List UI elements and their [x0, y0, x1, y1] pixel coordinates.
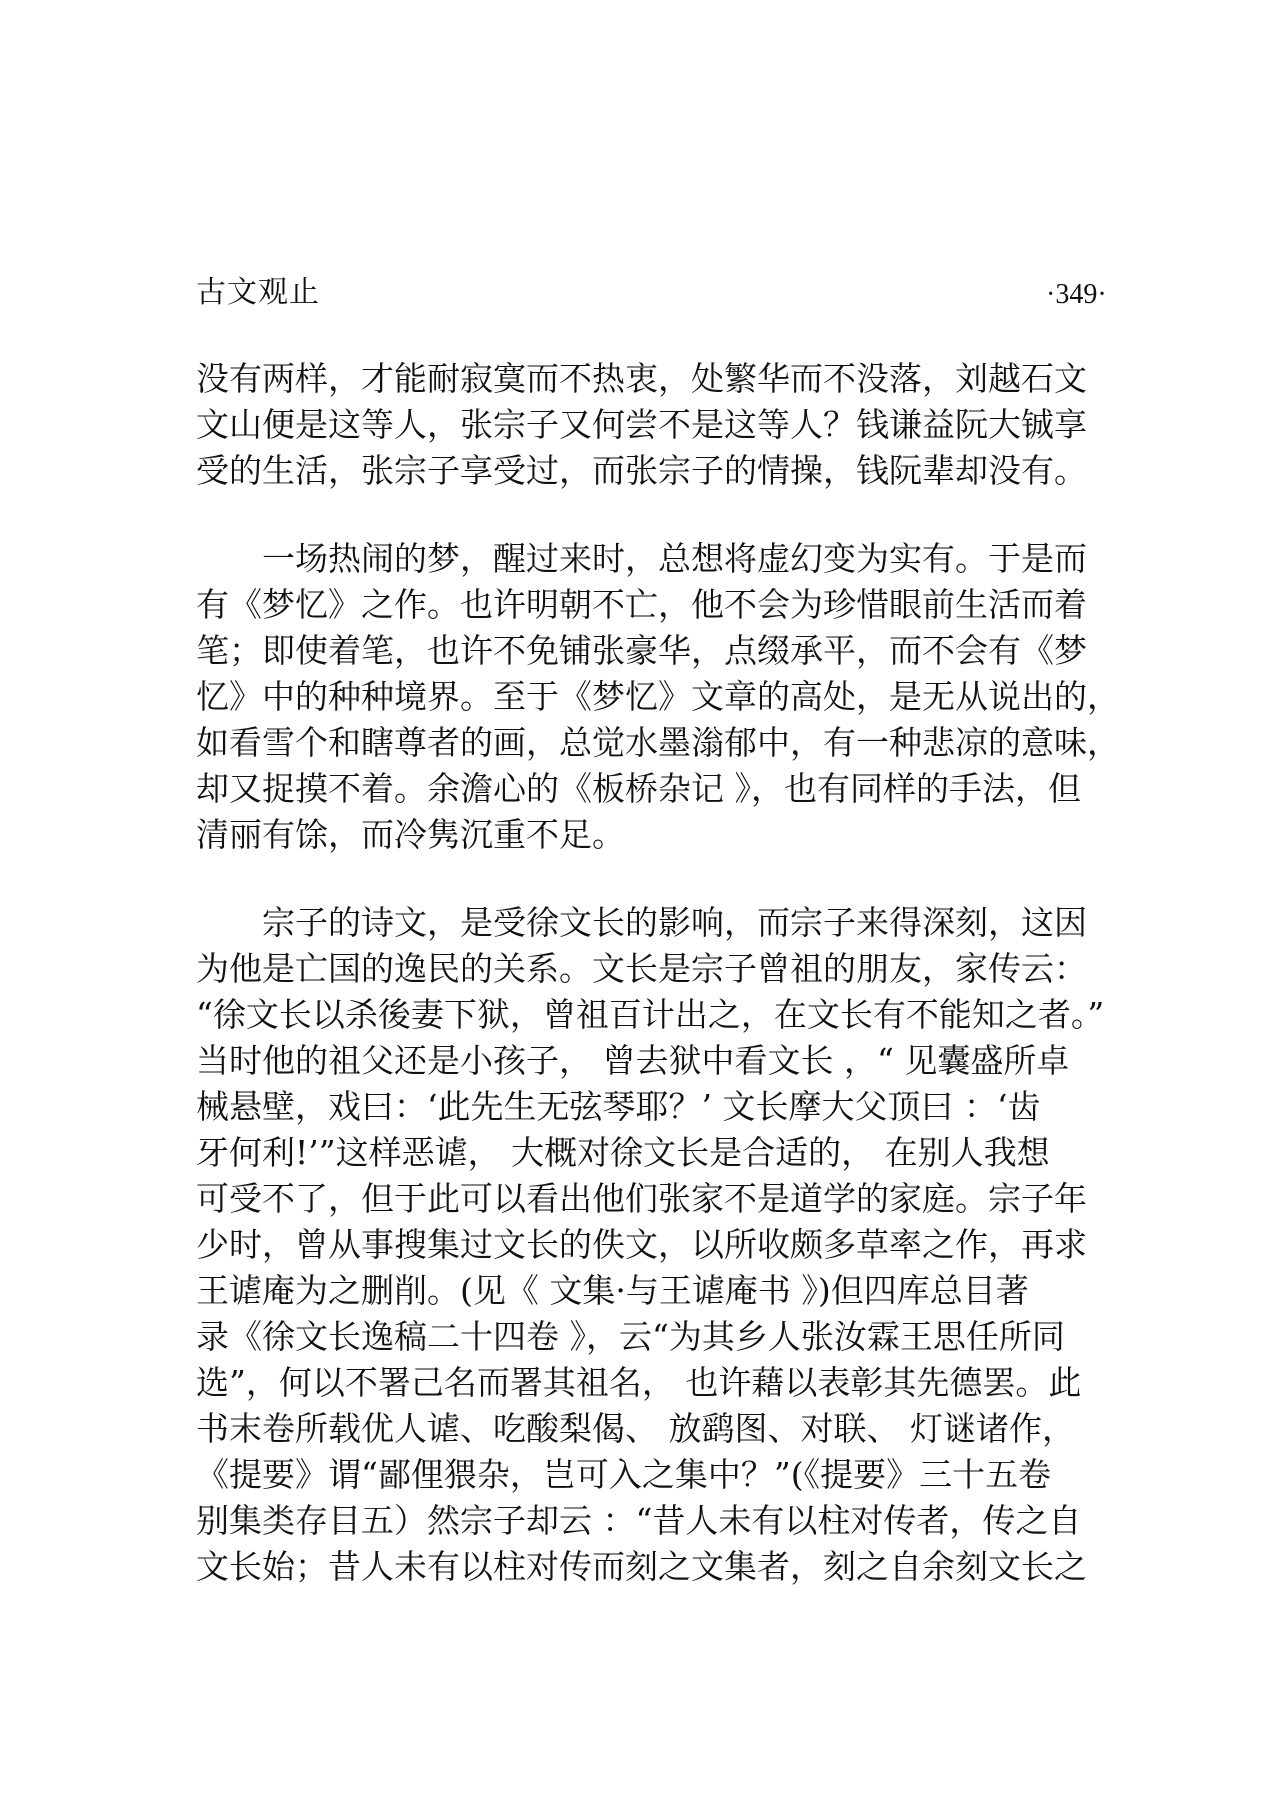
- text-line: 《提要》谓“鄙俚猥杂，岂可入之集中？”(《提要》三十五卷: [196, 1455, 1052, 1494]
- text-line: 书末卷所载优人谑、吃酸梨偈、 放鹞图、对联、 灯谜诸作，: [196, 1409, 1075, 1448]
- text-line: 文山便是这等人，张宗子又何尝不是这等人？钱谦益阮大铖享: [196, 405, 1087, 444]
- paragraph-gap: [196, 858, 1116, 900]
- text-line: “徐文长以杀後妻下狱，曾祖百计出之，在文长有不能知之者。”: [196, 995, 1105, 1034]
- text-line: 别集类存目五）然宗子却云 ：“昔人未有以柱对传者，传之自: [196, 1501, 1082, 1540]
- text-line: 录《徐文长逸稿二十四卷 》，云“为其乡人张汝霖王思任所同: [196, 1317, 1065, 1356]
- text-line: 受的生活，张宗子享受过，而张宗子的情操，钱阮辈却没有。: [196, 451, 1087, 490]
- running-header-title: 古文观止: [196, 275, 320, 310]
- body-text: [196, 356, 1120, 1590]
- text-line: 没有两样，才能耐寂寞而不热衷，处繁华而不没落，刘越石文: [196, 359, 1087, 398]
- text-line: 王谑庵为之删削。(见《 文集·与王谑庵书 》)但四库总目著: [196, 1271, 1029, 1310]
- text-line: 却又捉摸不着。余澹心的《板桥杂记 》，也有同样的手法，但: [196, 769, 1081, 808]
- paragraph-1: [196, 356, 1116, 494]
- text-line: 有《梦忆》之作。也许明朝不亡，他不会为珍惜眼前生活而着: [196, 585, 1087, 624]
- paragraph-3: [196, 900, 1116, 1590]
- text-line: 少时，曾从事搜集过文长的佚文，以所收颇多草率之作，再求: [196, 1225, 1087, 1264]
- text-line: 忆》中的种种境界。至于《梦忆》文章的高处，是无从说出的，: [196, 677, 1120, 716]
- text-line: 可受不了，但于此可以看出他们张家不是道学的家庭。宗子年: [196, 1179, 1087, 1218]
- text-line: 如看雪个和瞎尊者的画，总觉水墨滃郁中，有一种悲凉的意味，: [196, 723, 1120, 762]
- paragraph-gap: [196, 494, 1116, 536]
- text-line: 选”，何以不署己名而署其祖名， 也许藉以表彰其先德罢。此: [196, 1363, 1082, 1402]
- text-line: 宗子的诗文，是受徐文长的影响，而宗子来得深刻，这因: [262, 903, 1087, 942]
- text-line: 文长始；昔人未有以柱对传而刻之文集者，刻之自余刻文长之: [196, 1547, 1087, 1586]
- text-line: 一场热闹的梦，醒过来时，总想将虚幻变为实有。于是而: [262, 539, 1087, 578]
- text-line: 械悬壁，戏曰：‘此先生无弦琴耶？’ 文长摩大父顶曰 ：‘齿: [196, 1087, 1041, 1126]
- text-line: 笔；即使着笔，也许不免铺张豪华，点缀承平，而不会有《梦: [196, 631, 1087, 670]
- text-line: 当时他的祖父还是小孩子， 曾去狱中看文长 ，“ 见囊盛所卓: [196, 1041, 1070, 1080]
- page-number: ·349·: [1046, 279, 1107, 310]
- paragraph-2: [196, 536, 1120, 858]
- text-line: 牙何利!’”这样恶谑， 大概对徐文长是合适的， 在别人我想: [196, 1133, 1050, 1172]
- text-line: 清丽有馀，而冷隽沉重不足。: [196, 815, 625, 854]
- text-line: 为他是亡国的逸民的关系。文长是宗子曾祖的朋友，家传云：: [196, 949, 1087, 988]
